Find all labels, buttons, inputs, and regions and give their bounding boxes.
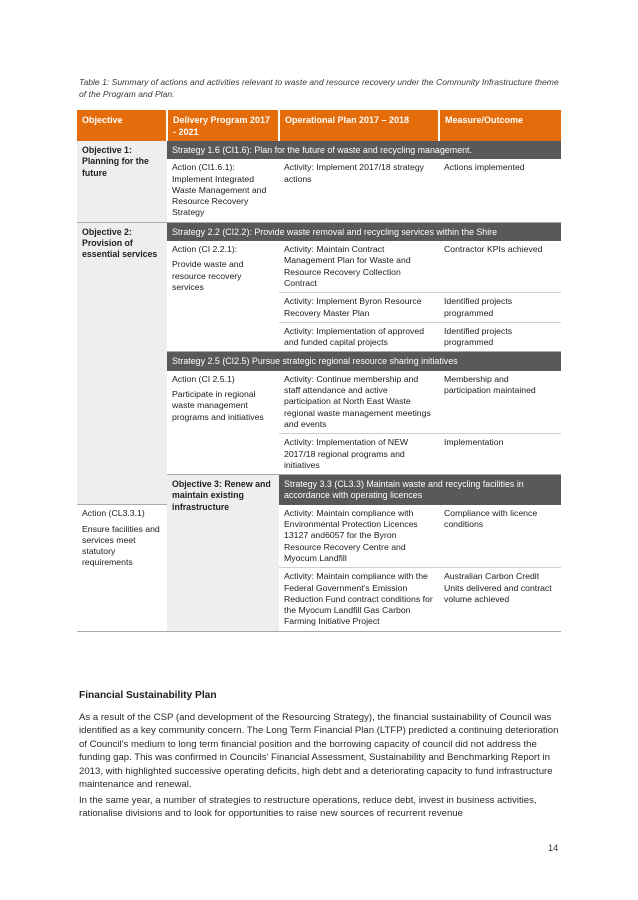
action-description: Provide waste and resource recovery services <box>172 259 244 292</box>
section-heading: Financial Sustainability Plan <box>79 690 217 701</box>
table-header-row <box>77 110 561 141</box>
objective-cell: Objective 2: Provision of essential services <box>77 222 167 504</box>
paragraph: As a result of the CSP (and development of the Resourcing Strategy), the financial sustainability of Council was identified as a key community concern. The Long Term Financial Plan (LTFP) predicted a continuing deterioration of Council's medium to long term financial position and the borrowing capacity of council did not address the funding gap. This was confirmed in Councils' Financial Assessment, Sustainability and Benchmarking Report in 2013, with highlighted successive operating deficits, high debt and a deteriorating capacity to fund infrastructure maintenance and renewal. <box>79 712 559 791</box>
objective-cell: Objective 1: Planning for the future <box>77 141 167 222</box>
objective-cell: Objective 3: Renew and maintain existing infrastructure <box>167 475 279 632</box>
action-description: Participate in regional waste management programs and initiatives <box>172 389 264 422</box>
activity-cell: Activity: Maintain compliance with Environmental Protection Licences 13127 and6057 for the Byron Resource Recovery Centre and Myocum Landfill <box>279 505 439 568</box>
table-row <box>77 505 561 568</box>
action-cell <box>77 505 167 631</box>
activity-cell: Activity: Continue membership and staff attendance and active participation at North East Waste regional waste management meetings and events <box>279 371 439 434</box>
activity-cell: Activity: Implement 2017/18 strategy actions <box>279 159 439 222</box>
action-code: Action (CI1.6.1): Implement Integrated Waste Management and Resource Recovery Strategy <box>172 162 267 218</box>
measure-cell: Compliance with licence conditions <box>439 505 561 568</box>
action-code: Action (CI 2.2.1): <box>172 244 238 255</box>
paragraph: In the same year, a number of strategies to restructure operations, reduce debt, invest in business activities, rationalise divisions and to look for opportunities to raise new sources of recurrent revenue <box>79 795 537 820</box>
strategy-heading: Strategy 2.2 (CI2.2): Provide waste removal and recycling services within the Shire <box>167 222 561 241</box>
strategy-heading: Strategy 1.6 (CI1.6): Plan for the future of waste and recycling management. <box>167 141 561 159</box>
activity-cell: Activity: Maintain Contract Management Plan for Waste and Resource Recovery Collection Contract <box>279 241 439 293</box>
activity-cell: Activity: Maintain compliance with the Federal Government's Emission Reduction Fund contract conditions for the Myocum Landfill Gas Carbon Farming Initiative Project <box>279 568 439 631</box>
measure-cell: Membership and participation maintained <box>439 371 561 434</box>
strategy-heading: Strategy 2.5 (CI2.5) Pursue strategic regional resource sharing initiatives <box>167 352 561 371</box>
action-code: Action (CL3.3.1) <box>82 508 145 519</box>
measure-cell: Identified projects programmed <box>439 293 561 323</box>
measure-cell: Implementation <box>439 434 561 475</box>
measure-cell: Contractor KPIs achieved <box>439 241 561 293</box>
action-cell <box>167 371 279 475</box>
strategy-row <box>77 141 561 159</box>
activity-cell: Activity: Implementation of approved and funded capital projects <box>279 322 439 352</box>
table-caption: Table 1: Summary of actions and activities relevant to waste and resource recovery under the Community Infrastructure theme of the Program and Plan. <box>79 77 559 99</box>
activity-cell: Activity: Implement Byron Resource Recovery Master Plan <box>279 293 439 323</box>
measure-cell: Actions implemented <box>439 159 561 222</box>
action-cell <box>167 241 279 352</box>
measure-cell: Identified projects programmed <box>439 322 561 352</box>
header-operational-plan: Operational Plan 2017 – 2018 <box>279 110 439 141</box>
header-objective: Objective <box>77 110 167 141</box>
header-measure-outcome: Measure/Outcome <box>439 110 561 141</box>
action-description: Ensure facilities and services meet statutory requirements <box>82 523 160 568</box>
strategy-row <box>77 222 561 241</box>
measure-cell: Australian Carbon Credit Units delivered and contract volume achieved <box>439 568 561 631</box>
strategy-heading: Strategy 3.3 (CL3.3) Maintain waste and recycling facilities in accordance with operating licences <box>279 475 561 505</box>
activity-cell: Activity: Implementation of NEW 2017/18 regional programs and initiatives <box>279 434 439 475</box>
action-cell <box>167 159 279 222</box>
page-number: 14 <box>548 843 559 853</box>
header-delivery-program: Delivery Program 2017 - 2021 <box>167 110 279 141</box>
action-code: Action (CI 2.5.1) <box>172 373 235 384</box>
summary-table <box>77 110 561 632</box>
